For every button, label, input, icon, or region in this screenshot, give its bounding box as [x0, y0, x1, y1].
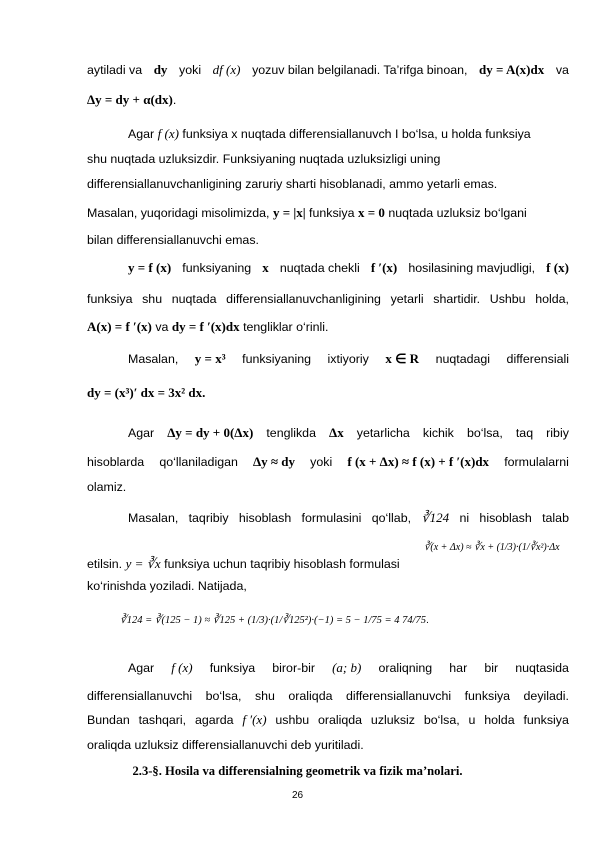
text-line: Masalan, yuqoridagi misolimizda, y = |x| funksiya x = 0 nuqtada uzluksiz bo‘lgani [87, 205, 527, 220]
formula: dy = f ′(x)dx [171, 319, 240, 334]
formula: x ∈ R [385, 351, 420, 366]
formula: Δy = dy + 0(Δx) [167, 425, 254, 440]
text-line: etilsin. y = ∛x funksiya uchun taqribiy hisoblash formulasi [87, 556, 400, 571]
formula: f (x) [171, 660, 193, 675]
formula: ∛124 [421, 510, 450, 525]
formula: f (x + Δx) ≈ f (x) + f ′(x)dx [347, 454, 490, 469]
formula: Δy ≈ dy [253, 454, 296, 469]
formula: x = 0 [357, 205, 385, 220]
formula: y = x³ [194, 351, 226, 366]
formula: y = f (x) [128, 260, 172, 275]
text-line: ko‘rinishda yoziladi. Natijada, [87, 579, 247, 593]
text-line: shu nuqtada uzluksizdir. Funksiyaning nuqtada uzluksizligi uning [87, 152, 441, 166]
formula: f (x) [157, 126, 179, 141]
text-line: funksiya shu nuqtada differensiallanuvchanligining yetarli shartidir. Ushbu holda, [87, 292, 569, 306]
text-line: differensiallanuvchanligining zaruriy sharti hisoblanadi, ammo yetarli emas. [87, 177, 498, 191]
text-line: oraliqda uzluksiz differensiallanuvchi deb yuritiladi. [87, 738, 364, 752]
text-line: Agar f (x) funksiya biror-bir (a; b) oraliqning har bir nuqtasida [128, 660, 569, 675]
formula: y = ∛x [125, 556, 161, 571]
formula: dy [153, 62, 168, 77]
formula: x [262, 260, 269, 275]
formula: dy = (x³)′ dx = 3x² dx. [87, 385, 206, 400]
formula: f ′(x) [370, 260, 398, 275]
text-line: y = f (x) funksiyaning x nuqtada chekli f ′(x) hosilasining mavjudligi, f (x) [128, 260, 569, 275]
text-line: olamiz. [87, 480, 127, 494]
text-line: hisoblarda qo‘llaniladigan Δy ≈ dy yoki f (x + Δx) ≈ f (x) + f ′(x)dx formulalarni [87, 454, 569, 469]
section-heading: 2.3-§. Hosila va differensialning geometrik va fizik ma’nolari. [132, 764, 463, 778]
text-line: Masalan, taqribiy hisoblash formulasini qo‘llab, ∛124 ni hisoblash talab [128, 510, 569, 525]
formula: y = |x| [272, 205, 306, 220]
formula: df (x) [212, 62, 241, 77]
text-line [87, 385, 569, 401]
text-line: bilan differensiallanuvchi emas. [87, 233, 259, 247]
formula: f (x) [546, 260, 569, 275]
text-line: Δy = dy + α(dx). [87, 92, 177, 107]
formula-display: ∛(x + Δx) ≈ ∛x + (1/3)·(1/∛x²)·Δx [424, 542, 560, 553]
formula: Δx [329, 425, 344, 440]
formula: f ′(x) [242, 712, 267, 727]
text-line: differensiallanuvchi bo‘lsa, shu oraliqda differensiallanuvchi funksiya deyiladi. [87, 689, 569, 703]
text-line: Agar f (x) funksiya x nuqtada differensiallanuvch I bo‘lsa, u holda funksiya [128, 126, 531, 141]
text-line: Bundan tashqari, agarda f ′(x) ushbu oraliqda uzluksiz bo‘lsa, u holda funksiya [87, 712, 569, 727]
page-number: 26 [291, 790, 304, 801]
formula: A(x) = f ′(x) [87, 319, 152, 334]
text-line: Agar Δy = dy + 0(Δx) tenglikda Δx yetarlicha kichik bo‘lsa, taq ribiy [128, 425, 569, 440]
formula: (a; b) [332, 660, 362, 675]
text-line: aytiladi va dy yoki df (x) yozuv bilan belgilanadi. Ta’rifga binoan, dy = A(x)dx va [87, 62, 569, 77]
text-line: A(x) = f ′(x) va dy = f ′(x)dx tengliklar o‘rinli. [87, 319, 329, 334]
formula-display: ∛124 = ∛(125 − 1) ≈ ∛125 + (1/3)·(1/∛125²)·(−1) = 5 − 1/75 = 4 74/75. [120, 614, 429, 626]
formula: dy = A(x)dx [479, 62, 545, 77]
formula: Δy = dy + α(dx) [87, 92, 173, 107]
text-line: Masalan, y = x³ funksiyaning ixtiyoriy x ∈ R nuqtadagi differensiali [128, 351, 569, 366]
